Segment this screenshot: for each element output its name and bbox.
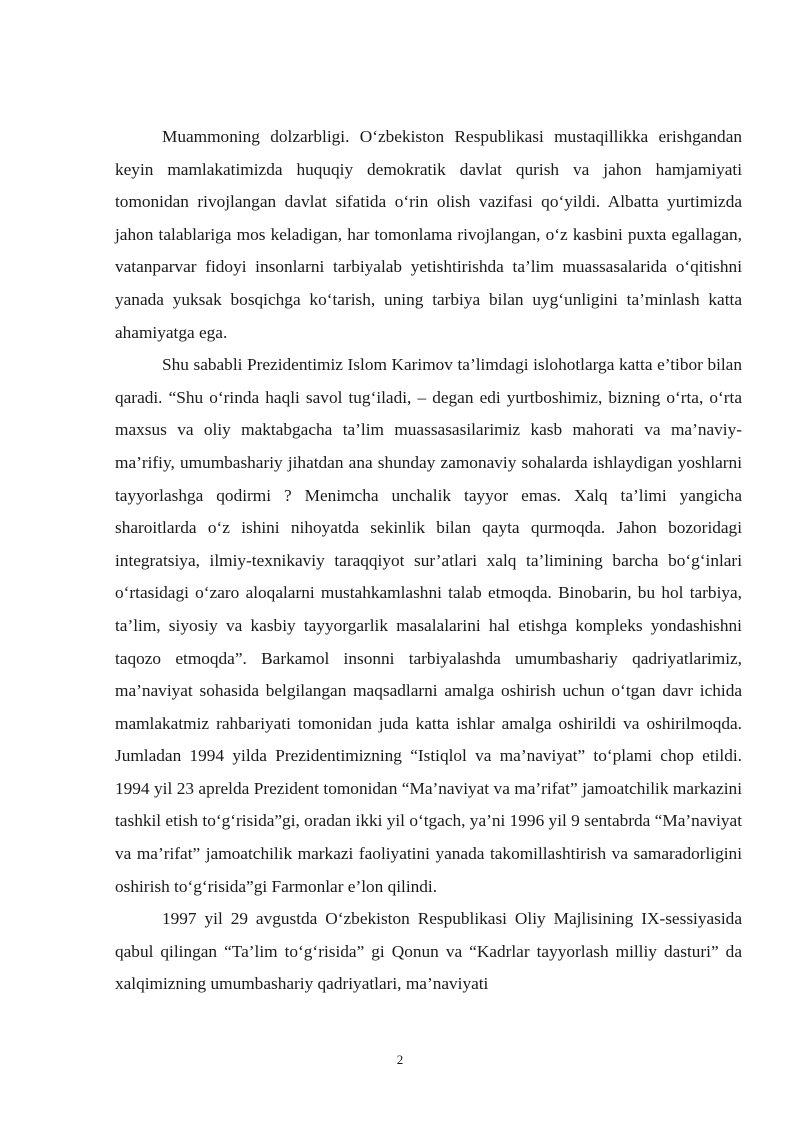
paragraph-president-reforms: Shu sababli Prezidentimiz Islom Karimov ta’limdagi islohotlarga katta e’tibor bilan qaradi. “Shu o‘rinda haqli savol tug‘iladi, – degan edi yurtboshimiz, bizning o‘rta, o‘rta maxsus va oliy maktabgacha ta’lim muassasasilarimiz kasb mahorati va ma’naviy-ma’rifiy, umumbashariy jihatdan ana shunday zamonaviy sohalarda ishlaydigan yoshlarni tayyorlashga qodirmi ? Menimcha unchalik tayyor emas. Xalq ta’limi yangicha sharoitlarda o‘z ishini nihoyatda sekinlik bilan qayta qurmoqda. Jahon bozoridagi integratsiya, ilmiy-texnikaviy taraqqiyot sur’atlari xalq ta’limining barcha bo‘g‘inlari o‘rtasidagi o‘zaro aloqalarni mustahkamlashni talab etmoqda. Binobarin, bu hol tarbiya, ta’lim, siyosiy va kasbiy tayyorgarlik masalalarini hal etishga kompleks yondashishni taqozo etmoqda”. Barkamol insonni tarbiyalashda umumbashariy qadriyatlarimiz, ma’naviyat sohasida belgilangan maqsadlarni amalga oshirish uchun o‘tgan davr ichida mamlakatmiz rahbariyati tomonidan juda katta ishlar amalga oshirildi va oshirilmoqda. Jumladan 1994 yilda Prezidentimizning “Istiqlol va ma’naviyat” to‘plami chop etildi. 1994 yil 23 aprelda Prezident tomonidan “Ma’naviyat va ma’rifat” jamoatchilik markazini tashkil etish to‘g‘risida”gi, oradan ikki yil o‘tgach, ya’ni 1996 yil 9 sentabrda “Ma’naviyat va ma’rifat” jamoatchilik markazi faoliyatini yanada takomillashtirish va samaradorligini oshirish to‘g‘risida”gi Farmonlar e’lon qilindi. — [115, 355, 742, 896]
paragraph-education-law: 1997 yil 29 avgustda O‘zbekiston Respublikasi Oliy Majlisining IX-sessiyasida qabul qilingan “Ta’lim to‘g‘risida” gi Qonun va “Kadrlar tayyorlash milliy dasturi” da xalqimizning umumbashariy qadriyatlari, ma’naviyati — [115, 909, 742, 994]
page-number: 2 — [396, 1052, 404, 1067]
document-body — [115, 121, 742, 1001]
paragraph-relevance: Muammoning dolzarbligi. O‘zbekiston Respublikasi mustaqillikka erishgandan keyin mamlakatimizda huquqiy demokratik davlat qurish va jahon hamjamiyati tomonidan rivojlangan davlat sifatida o‘rin olish vazifasi qo‘yildi. Albatta yurtimizda jahon talablariga mos keladigan, har tomonlama rivojlangan, o‘z kasbini puxta egallagan, vatanparvar fidoyi insonlarni tarbiyalab yetishtirishda ta’lim muassasalarida o‘qitishni yanada yuksak bosqichga ko‘tarish, uning tarbiya bilan uyg‘unligini ta’minlash katta ahamiyatga ega. — [115, 127, 742, 342]
